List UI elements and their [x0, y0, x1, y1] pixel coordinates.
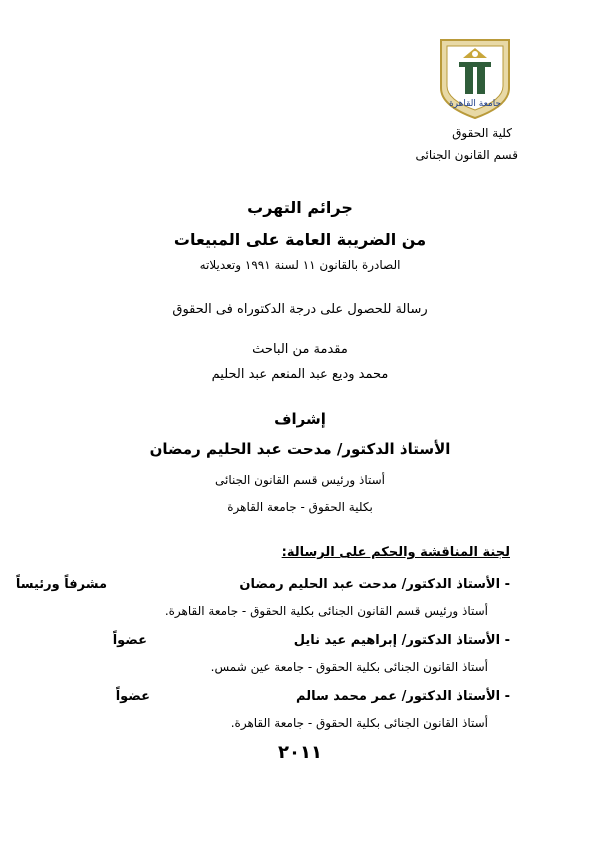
presented-by-label: مقدمة من الباحث: [252, 342, 348, 357]
committee-member-3-desc: أستاذ القانون الجنائى بكلية الحقوق - جامعة القاهرة.: [230, 716, 488, 730]
supervisor-title: أستاذ ورئيس قسم القانون الجنائى: [215, 473, 385, 487]
thesis-title-line3: الصادرة بالقانون ١١ لسنة ١٩٩١ وتعديلاته: [199, 258, 401, 272]
thesis-title-line2: من الضريبة العامة على المبيعات: [173, 230, 427, 249]
department-name: قسم القانون الجنائى: [415, 148, 518, 162]
committee-heading: لجنة المناقشة والحكم على الرسالة:: [281, 545, 510, 560]
supervisor-affiliation: بكلية الحقوق - جامعة القاهرة: [227, 500, 373, 514]
committee-member-2-role: عضواً: [112, 633, 147, 648]
committee-member-3-role: عضواً: [115, 689, 150, 704]
supervisor-name: الأستاذ الدكتور/ مدحت عبد الحليم رمضان: [149, 440, 451, 458]
committee-member-1-name: - الأستاذ الدكتور/ مدحت عبد الحليم رمضان: [239, 577, 510, 592]
committee-member-2-desc: أستاذ القانون الجنائى بكلية الحقوق - جامعة عين شمس.: [210, 660, 488, 674]
committee-member-3-name: - الأستاذ الدكتور/ عمر محمد سالم: [296, 689, 510, 704]
logo-caption: جامعة القاهرة: [448, 99, 502, 109]
faculty-name: كلية الحقوق: [452, 126, 512, 140]
thesis-title-line1: جرائم التهرب: [247, 198, 353, 217]
committee-member-2-name: - الأستاذ الدكتور/ إبراهيم عيد نايل: [293, 633, 510, 648]
cairo-university-logo: [435, 36, 515, 120]
thesis-purpose: رسالة للحصول على درجة الدكتوراه فى الحقوق: [172, 302, 428, 317]
researcher-name: محمد وديع عبد المنعم عبد الحليم: [211, 367, 389, 382]
supervision-label: إشراف: [274, 410, 326, 428]
committee-member-1-role: مشرفاً ورئيساً: [15, 577, 107, 592]
committee-member-1-desc: أستاذ ورئيس قسم القانون الجنائى بكلية الحقوق - جامعة القاهرة.: [164, 604, 488, 618]
thesis-year: ٢٠١١: [278, 742, 322, 763]
